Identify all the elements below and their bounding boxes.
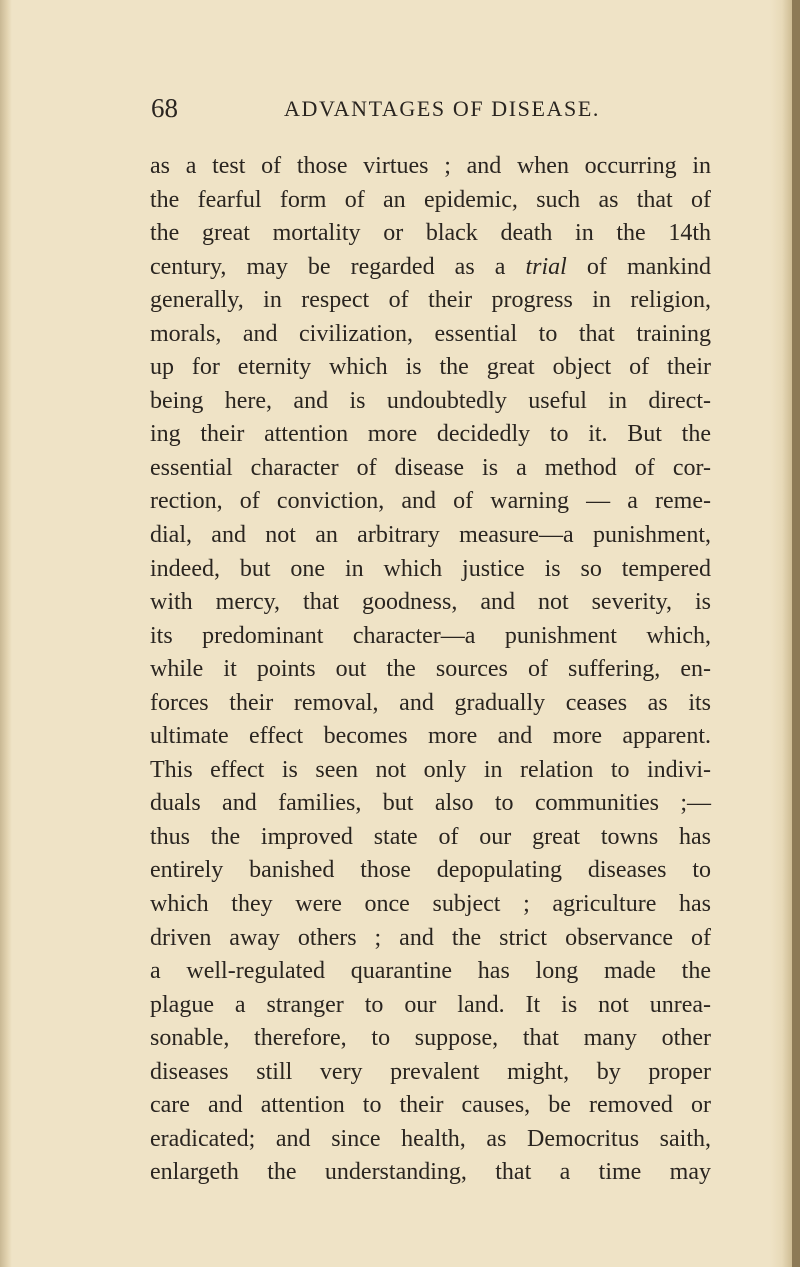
book-binding-edge <box>792 0 800 1267</box>
text-line: ultimate effect becomes more and more apparent. <box>150 723 711 750</box>
text-line: its predominant character—a punishment which, <box>150 622 711 649</box>
italic-word: trial <box>525 253 567 280</box>
text-line: thus the improved state of our great towns has <box>150 823 711 850</box>
text-line: entirely banished those depopulating diseases to <box>150 857 711 884</box>
text-line: indeed, but one in which justice is so tempered <box>150 555 711 582</box>
text-line: essential character of disease is a method of cor- <box>150 454 711 481</box>
text-line: morals, and civilization, essential to that training <box>150 320 711 347</box>
text-line: a well-regulated quarantine has long made the <box>150 958 711 985</box>
text-run: of mankind <box>566 253 711 280</box>
text-line: up for eternity which is the great object of their <box>150 354 711 381</box>
text-line: as a test of those virtues ; and when occurring in <box>150 153 711 179</box>
text-line: sonable, therefore, to suppose, that many other <box>150 1025 711 1052</box>
text-line: plague a stranger to our land. It is not unrea- <box>150 991 711 1018</box>
text-line: dial, and not an arbitrary measure—a punishment, <box>150 522 711 549</box>
running-title: ADVANTAGES OF DISEASE. <box>284 96 601 121</box>
text-line: the fearful form of an epidemic, such as that of <box>150 186 711 213</box>
body-text <box>150 150 711 1190</box>
text-line: diseases still very prevalent might, by proper <box>150 1058 711 1085</box>
text-line: with mercy, that goodness, and not severity, is <box>150 589 711 616</box>
text-line: This effect is seen not only in relation to indivi- <box>150 756 711 783</box>
page-left-edge <box>0 0 12 1267</box>
text-line: the great mortality or black death in the 14th <box>150 220 711 247</box>
text-line: while it points out the sources of suffering, en- <box>150 656 711 683</box>
text-line: forces their removal, and gradually ceases as its <box>150 689 711 716</box>
text-line: being here, and is undoubtedly useful in direct- <box>150 387 711 414</box>
text-line-with-italic <box>150 251 711 285</box>
text-line: generally, in respect of their progress in religion, <box>150 287 711 314</box>
page-number: 68 <box>151 93 178 123</box>
text-line: enlargeth the understanding, that a time may <box>150 1159 711 1186</box>
text-line: which they were once subject ; agriculture has <box>150 891 711 918</box>
text-line: eradicated; and since health, as Democritus saith, <box>150 1125 711 1152</box>
text-line: rection, of conviction, and of warning — a reme- <box>150 488 711 515</box>
page-header <box>151 93 711 133</box>
text-line: ing their attention more decidedly to it. But the <box>150 421 711 448</box>
text-line: duals and families, but also to communities ;— <box>150 790 711 817</box>
text-run: century, may be regarded as a <box>150 253 526 280</box>
text-line: driven away others ; and the strict observance of <box>150 924 711 951</box>
text-line: care and attention to their causes, be removed or <box>150 1092 711 1119</box>
